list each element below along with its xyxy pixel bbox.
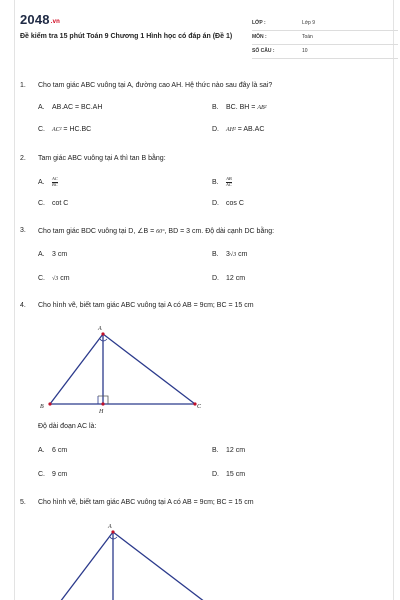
q2-option-b[interactable]: B. $\frac{AB}{AC}$	[212, 176, 232, 187]
q3-option-c[interactable]: C. √3 cm	[38, 275, 70, 282]
meta-subject: MÔN : Toán	[252, 31, 398, 45]
header	[20, 12, 380, 62]
label-b: B	[40, 404, 44, 410]
label-a: A	[108, 524, 112, 530]
segment-ac	[103, 334, 195, 404]
q3-option-d[interactable]: D. 12 cm	[212, 275, 246, 282]
meta-box	[252, 17, 398, 59]
q4-option-d[interactable]: D. 15 cm	[212, 471, 246, 478]
point-a	[101, 332, 104, 335]
q4-option-c[interactable]: C. 9 cm	[38, 471, 68, 478]
q4-subquestion: Độ dài đoạn AC là:	[38, 423, 97, 430]
q3-option-a[interactable]: A. 3 cm	[38, 251, 68, 258]
site-logo[interactable]: 2048.vn	[20, 12, 61, 27]
q5-triangle-figure	[30, 516, 220, 600]
q1-option-d[interactable]: D. AH² = AB.AC	[212, 126, 265, 133]
label-h: H	[99, 409, 104, 415]
meta-count: SỐ CÂU : 10	[252, 45, 398, 59]
q2-option-d[interactable]: D. cos C	[212, 200, 244, 207]
doc-title: Đề kiểm tra 15 phút Toán 9 Chương 1 Hình học có đáp án (Đề 1)	[20, 33, 233, 40]
point-h	[101, 402, 104, 405]
meta-class: LỚP : Lớp 9	[252, 17, 398, 31]
point-a	[111, 530, 114, 533]
q1-option-a[interactable]: A. AB.AC = BC.AH	[38, 104, 103, 111]
label-a: A	[98, 326, 102, 332]
q2-option-a[interactable]: A. $\frac{AC}{BC}$	[38, 176, 58, 187]
q4-option-a[interactable]: A. 6 cm	[38, 447, 68, 454]
q2-option-c[interactable]: C. cot C	[38, 200, 69, 207]
q3-option-b[interactable]: B. 3√3 cm	[212, 251, 248, 258]
segment-ab	[50, 334, 103, 404]
q4-option-b[interactable]: B. 12 cm	[212, 447, 246, 454]
page-frame	[14, 0, 394, 600]
label-c: C	[197, 404, 202, 410]
q4-triangle-figure	[30, 318, 220, 418]
point-b	[48, 402, 51, 405]
q1-option-b[interactable]: B. BC. BH = AB²	[212, 104, 267, 111]
q1-option-c[interactable]: C. AC² = HC.BC	[38, 126, 92, 133]
